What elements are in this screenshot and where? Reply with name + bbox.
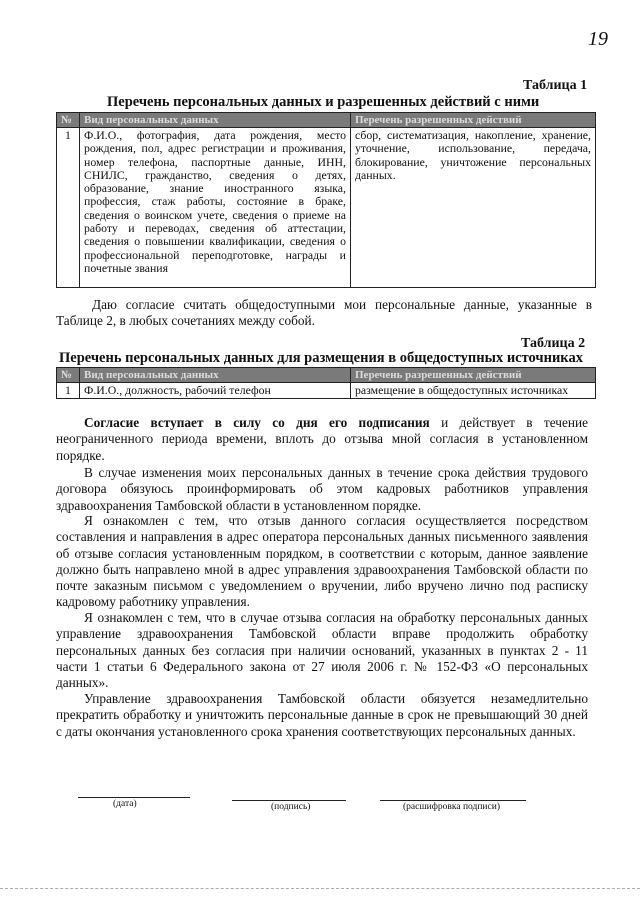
- paragraph-changes: В случае изменения моих персональных данных в течение срока действия трудового договора обязуюсь проинформировать об этом кадровых работников управления здравоохранения Тамбовской области в установленном порядке.: [56, 465, 588, 513]
- table1-caption: Таблица 1: [523, 78, 588, 93]
- table1-row-data: Ф.И.О., фотография, дата рождения, место рождения, пол, адрес регистрации и проживания, номер телефона, паспортные данные, ИНН, СНИЛС, гражданство, сведения о детях, образование, знание иностранного языка, профессия, стаж работы, состояние в браке, сведения о воинском учете, сведения о приеме на работу и переводах, сведения об аттестации, сведения о повышении квалификации, сведения о профессиональной переподготовке, награды и почетные звания: [80, 128, 351, 288]
- signature-line: [232, 800, 346, 801]
- table1-title: Перечень персональных данных и разрешенных действий с ними: [107, 94, 540, 110]
- paragraph-obligation: Управление здравоохранения Тамбовской области обязуется незамедлительно прекратить обработку и уничтожить персональные данные в срок не превышающий 30 дней с даты окончания установленного срока хранения соответствующих персональных данных.: [56, 691, 588, 739]
- bottom-rule: [0, 888, 640, 889]
- table-row: [57, 128, 596, 288]
- table-row: [57, 383, 596, 399]
- paragraph-validity-rest: и действует в течение неограниченного периода времени, вплоть до отзыва мной согласия в установленном порядке.: [56, 415, 588, 463]
- table1-header-row: [57, 113, 596, 128]
- page-number: 19: [588, 28, 608, 50]
- table2: [56, 367, 596, 399]
- table1-row-num: 1: [57, 128, 80, 288]
- table2-header-row: [57, 368, 596, 383]
- table2-header-num: №: [57, 368, 80, 383]
- table1-row-actions: сбор, систематизация, накопление, хранение, уточнение, использование, передача, блокирование, уничтожение персональных данных.: [351, 128, 596, 288]
- signature-decode-line: [380, 800, 526, 801]
- table2-header-actions: Перечень разрешенных действий: [351, 368, 596, 383]
- table2-row-actions: размещение в общедоступных источниках: [351, 383, 596, 399]
- date-line: [78, 797, 190, 798]
- date-label: (дата): [113, 799, 137, 809]
- table2-caption: Таблица 2: [521, 336, 586, 351]
- paragraph-validity: [56, 415, 588, 464]
- table1-header-actions: Перечень разрешенных действий: [351, 113, 596, 128]
- table2-row-num: 1: [57, 383, 80, 399]
- table1-header-data: Вид персональных данных: [80, 113, 351, 128]
- table2-row-data: Ф.И.О., должность, рабочий телефон: [80, 383, 351, 399]
- table1-header-num: №: [57, 113, 80, 128]
- signature-decode-label: (расшифровка подписи): [403, 802, 500, 812]
- signature-label: (подпись): [271, 802, 311, 812]
- paragraph-validity-bold: Согласие вступает в силу со дня его подписания: [84, 415, 430, 430]
- table2-header-data: Вид персональных данных: [80, 368, 351, 383]
- paragraph-continue-processing: Я ознакомлен с тем, что в случае отзыва согласия на обработку персональных данных управление здравоохранения Тамбовской области вправе продолжить обработку персональных данных без согласия при наличии оснований, указанных в пунктах 2 - 11 части 1 статьи 6 Федерального закона от 27 июля 2006 г. № 152-ФЗ «О персональных данных».: [56, 610, 588, 691]
- table2-title: Перечень персональных данных для размещения в общедоступных источниках: [59, 350, 583, 366]
- table1: [56, 112, 596, 288]
- consent-public-text: Даю согласие считать общедоступными мои персональные данные, указанные в Таблице 2, в любых сочетаниях между собой.: [56, 297, 592, 329]
- paragraph-revocation: Я ознакомлен с тем, что отзыв данного согласия осуществляется посредством составления и направления в адрес оператора персональных данных письменного заявления об отзыве согласия установленным порядком, в соответствии с которым, данное заявление должно быть направлено мной в адрес управления здравоохранения Тамбовской области по почте заказным письмом с уведомлением о вручении, либо вручено лично под расписку кадровому работнику управления.: [56, 513, 588, 610]
